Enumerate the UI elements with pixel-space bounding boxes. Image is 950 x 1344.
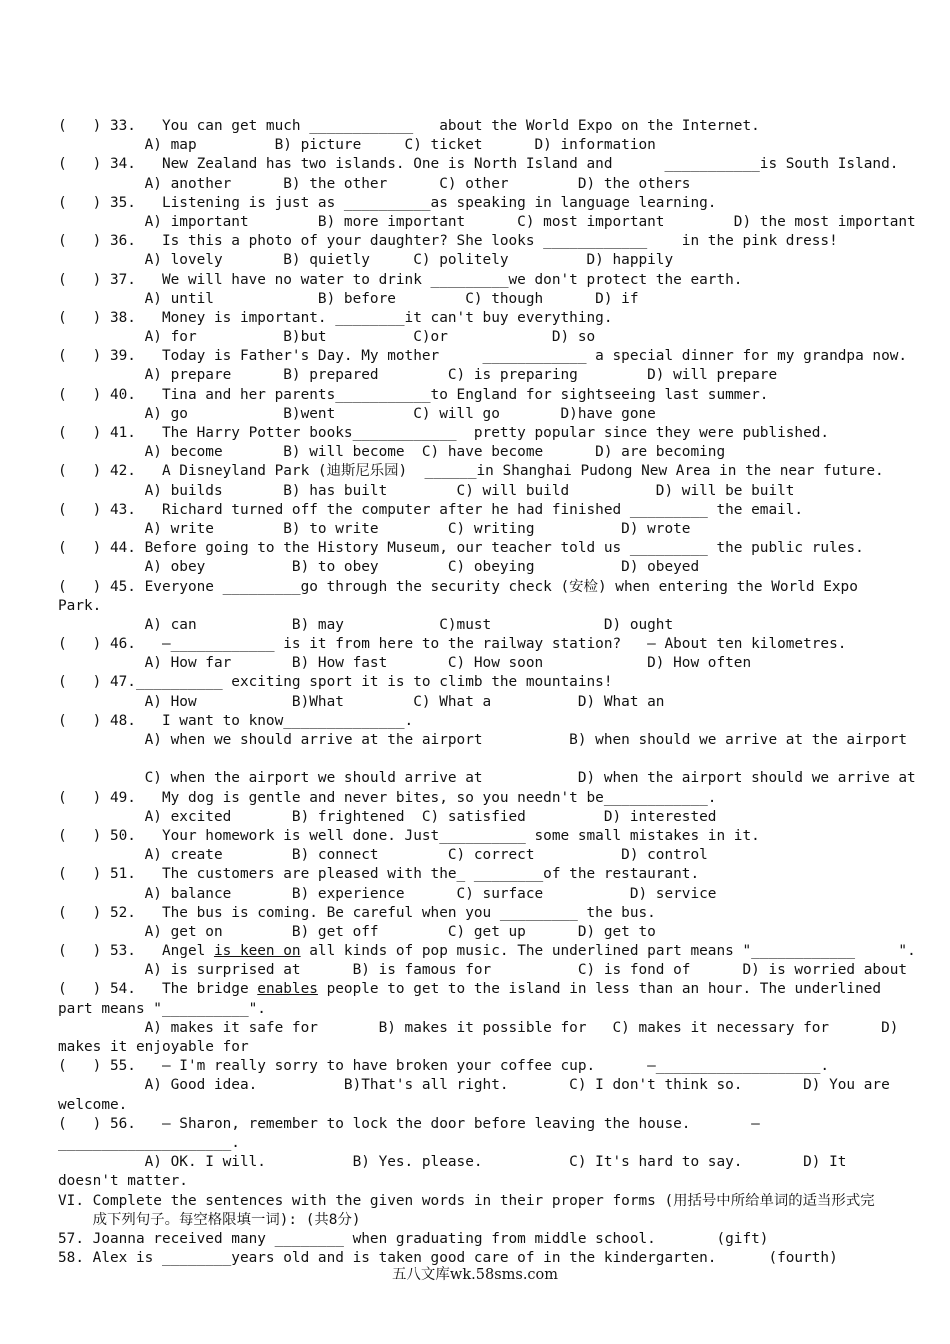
options-50: A) create B) connect C) correct D) control: [58, 847, 708, 864]
question-39: ( ) 39. Today is Father's Day. My mother ____________ a special dinner for my grandpa now.: [58, 348, 908, 365]
options-38: A) for B)but C)or D) so: [58, 329, 596, 346]
options-40: A) go B)went C) will go D)have gone: [58, 405, 656, 422]
question-55: ( ) 55. — I'm really sorry to have broken your coffee cup. —___________________.: [58, 1058, 830, 1075]
question-50: ( ) 50. Your homework is well done. Just__________ some small mistakes in it.: [58, 827, 760, 844]
options-41: A) become B) will become C) have become D) are becoming: [58, 444, 726, 461]
question-36: ( ) 36. Is this a photo of your daughter? She looks ____________ in the pink dress!: [58, 233, 838, 250]
question-54-start: ( ) 54. The bridge: [58, 981, 258, 998]
options-55-wrap: welcome.: [58, 1096, 128, 1113]
section-vi-heading-wrap: 成下列句子。每空格限填一词): (共8分): [58, 1211, 361, 1228]
options-39: A) prepare B) prepared C) is preparing D) will prepare: [58, 367, 778, 384]
question-33: ( ) 33. You can get much ____________ about the World Expo on the Internet.: [58, 118, 760, 134]
options-33: A) map B) picture C) ticket D) information: [58, 137, 656, 154]
section-vi-heading: VI. Complete the sentences with the given words in their proper forms (用括号中所给单词的适当形式完: [58, 1192, 875, 1209]
question-41: ( ) 41. The Harry Potter books____________ pretty popular since they were published.: [58, 425, 830, 441]
question-53-start: ( ) 53. Angel: [58, 943, 214, 960]
options-56-wrap: doesn't matter.: [58, 1173, 188, 1190]
question-56-wrap: ____________________.: [58, 1134, 240, 1151]
options-49: A) excited B) frightened C) satisfied D) interested: [58, 808, 717, 825]
question-38: ( ) 38. Money is important. ________it can't buy everything.: [58, 309, 613, 326]
options-44: A) obey B) to obey C) obeying D) obeyed: [58, 559, 700, 576]
question-48: ( ) 48. I want to know______________.: [58, 712, 414, 729]
options-55: A) Good idea. B)That's all right. C) I don't think so. D) You are: [58, 1077, 890, 1094]
options-56: A) OK. I will. B) Yes. please. C) It's hard to say. D) It: [58, 1154, 847, 1171]
question-40: ( ) 40. Tina and her parents___________to England for sightseeing last summer.: [58, 386, 769, 403]
question-53-end: all kinds of pop music. The underlined part means "____________ ".: [300, 943, 916, 960]
question-54: [58, 980, 898, 999]
question-43: ( ) 43. Richard turned off the computer after he had finished _________ the email.: [58, 501, 804, 518]
question-54-end: people to get to the island in less than an hour. The underlined: [317, 981, 882, 998]
options-51: A) balance B) experience C) surface D) service: [58, 885, 717, 902]
options-45: A) can B) may C)must D) ought: [58, 616, 674, 633]
exam-content: [58, 117, 916, 1268]
question-58: 58. Alex is ________years old and is taken good care of in the kindergarten. (fourth): [58, 1250, 838, 1267]
options-48-ab: A) when we should arrive at the airport B) when should we arrive at the airport: [58, 732, 908, 748]
question-34: ( ) 34. New Zealand has two islands. One is North Island and ___________is South Island.: [58, 156, 899, 173]
question-46: ( ) 46. —____________ is it from here to the railway station? — About ten kilometres.: [58, 636, 847, 653]
question-53: [58, 942, 916, 961]
question-45-wrap: Park.: [58, 597, 102, 614]
question-47: ( ) 47.__________ exciting sport it is to climb the mountains!: [58, 674, 613, 691]
footer-watermark: 五八文库wk.58sms.com: [391, 1267, 559, 1283]
question-35: ( ) 35. Listening is just as __________as speaking in language learning.: [58, 194, 717, 211]
options-54: A) makes it safe for B) makes it possible for C) makes it necessary for D): [58, 1019, 899, 1036]
question-54-wrap: part means "__________".: [58, 1000, 266, 1017]
underlined-phrase-53: is keen on: [213, 943, 301, 960]
options-54-wrap: makes it enjoyable for: [58, 1039, 249, 1055]
options-36: A) lovely B) quietly C) politely D) happily: [58, 252, 674, 269]
question-57: 57. Joanna received many ________ when graduating from middle school. (gift): [58, 1230, 769, 1247]
question-42: ( ) 42. A Disneyland Park (迪斯尼乐园) ______in Shanghai Pudong New Area in the near future.: [58, 463, 884, 480]
question-52: ( ) 52. The bus is coming. Be careful when you _________ the bus.: [58, 904, 656, 921]
options-43: A) write B) to write C) writing D) wrote: [58, 520, 691, 537]
question-45: ( ) 45. Everyone _________go through the security check (安检) when entering the World Expo: [58, 578, 858, 595]
question-51: ( ) 51. The customers are pleased with the_ ________of the restaurant.: [58, 866, 700, 883]
options-34: A) another B) the other C) other D) the others: [58, 175, 691, 192]
question-44: ( ) 44. Before going to the History Museum, our teacher told us _________ the public rules.: [58, 540, 864, 557]
options-46: A) How far B) How fast C) How soon D) How often: [58, 655, 752, 672]
options-47: A) How B)What C) What a D) What an: [58, 693, 665, 710]
options-35: A) important B) more important C) most important D) the most important: [58, 213, 916, 230]
options-53: A) is surprised at B) is famous for C) is fond of D) is worried about: [58, 962, 908, 979]
options-37: A) until B) before C) though D) if: [58, 290, 639, 307]
question-37: ( ) 37. We will have no water to drink _________we don't protect the earth.: [58, 271, 743, 288]
options-48-cd: C) when the airport we should arrive at D) when the airport should we arrive at: [58, 770, 916, 787]
options-42: A) builds B) has built C) will build D) will be built: [58, 482, 795, 499]
blank-line: [58, 750, 898, 769]
question-49: ( ) 49. My dog is gentle and never bites, so you needn't be____________.: [58, 789, 717, 806]
underlined-word-54: enables: [257, 981, 318, 998]
options-52: A) get on B) get off C) get up D) get to: [58, 923, 656, 940]
question-56: ( ) 56. — Sharon, remember to lock the door before leaving the house. —: [58, 1115, 760, 1132]
